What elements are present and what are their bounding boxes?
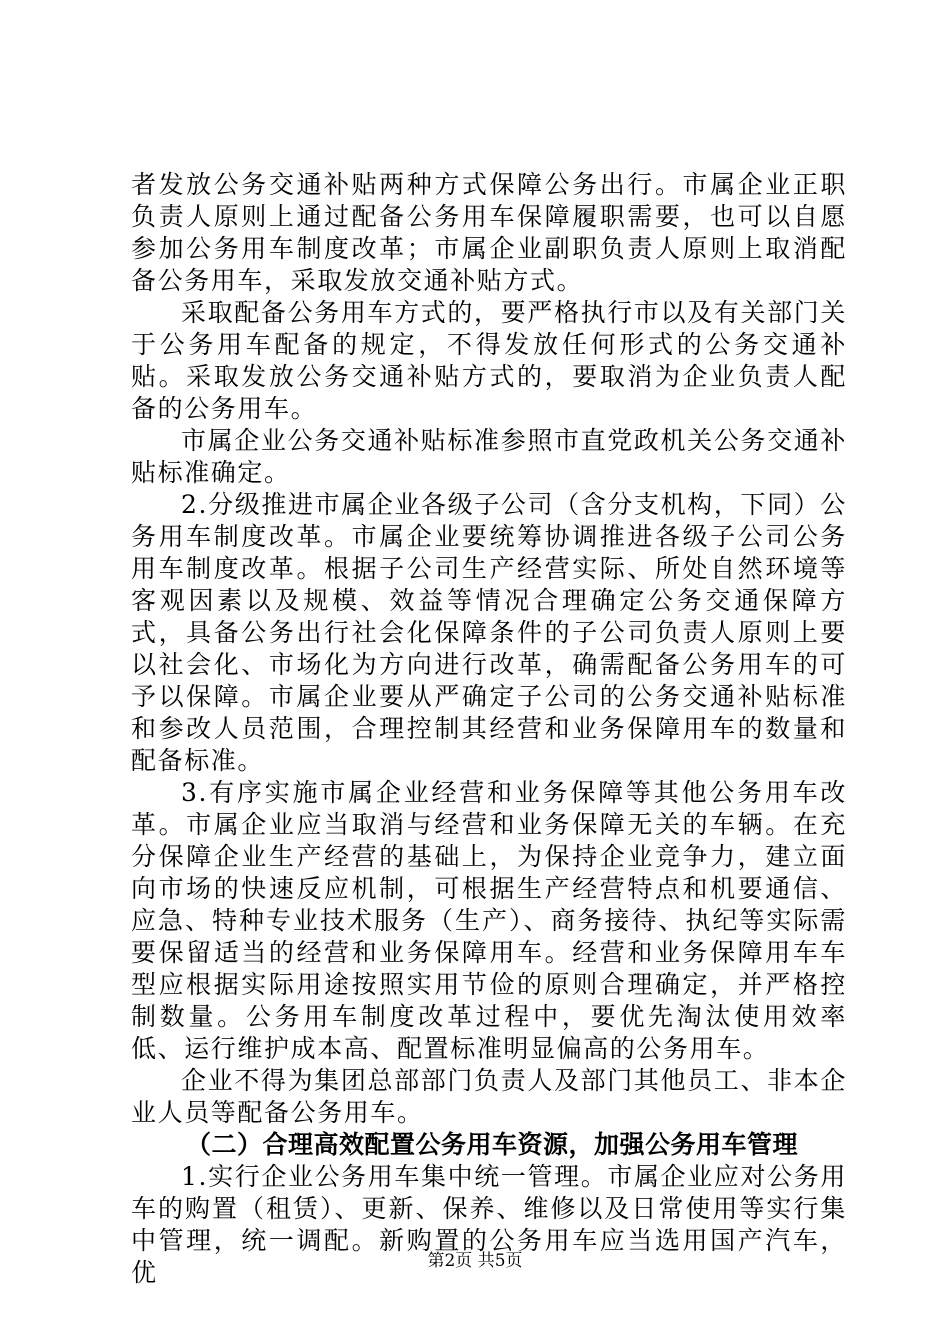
page-footer: 第2页 共5页: [427, 1251, 523, 1271]
body-paragraph: 2.分级推进市属企业各级子公司（含分支机构，下同）公务用车制度改革。市属企业要统筹协调推进各级子公司公务用车制度改革。根据子公司生产经营实际、所处自然环境等客观因素以及规模、效益等情况合理确定公务交通保障方式，具备公务出行社会化保障条件的子公司负责人原则上要以社会化、市场化为方向进行改革，确需配备公务用车的可予以保障。市属企业要从严确定子公司的公务交通补贴标准和参改人员范围，合理控制其经营和业务保障用车的数量和配备标准。: [131, 490, 847, 775]
body-paragraph: 企业不得为集团总部部门负责人及部门其他员工、非本企业人员等配备公务用车。: [131, 1066, 847, 1127]
body-paragraph-continued: 者发放公务交通补贴两种方式保障公务出行。市属企业正职负责人原则上通过配备公务用车保障履职需要，也可以自愿参加公务用车制度改革；市属企业副职负责人原则上取消配备公务用车，采取发放交通补贴方式。: [131, 170, 847, 295]
section-heading: （二）合理高效配置公务用车资源，加强公务用车管理: [186, 1130, 799, 1159]
body-paragraph: 采取配备公务用车方式的，要严格执行市以及有关部门关于公务用车配备的规定，不得发放任何形式的公务交通补贴。采取发放公务交通补贴方式的，要取消为企业负责人配备的公务用车。: [131, 298, 847, 423]
body-paragraph: 3.有序实施市属企业经营和业务保障等其他公务用车改革。市属企业应当取消与经营和业务保障无关的车辆。在充分保障企业生产经营的基础上，为保持企业竞争力，建立面向市场的快速反应机制，可根据生产经营特点和机要通信、应急、特种专业技术服务（生产）、商务接待、执纪等实际需要保留适当的经营和业务保障用车。经营和业务保障用车车型应根据实际用途按照实用节俭的原则合理确定，并严格控制数量。公务用车制度改革过程中，要优先淘汰使用效率低、运行维护成本高、配置标准明显偏高的公务用车。: [131, 778, 847, 1063]
document-body: [131, 169, 847, 1289]
body-paragraph: 市属企业公务交通补贴标准参照市直党政机关公务交通补贴标准确定。: [131, 426, 847, 487]
body-paragraph: 1.实行企业公务用车集中统一管理。市属企业应对公务用车的购置（租赁）、更新、保养、维修以及日常使用等实行集中管理，统一调配。新购置的公务用车应当选用国产汽车，优: [131, 1162, 847, 1287]
